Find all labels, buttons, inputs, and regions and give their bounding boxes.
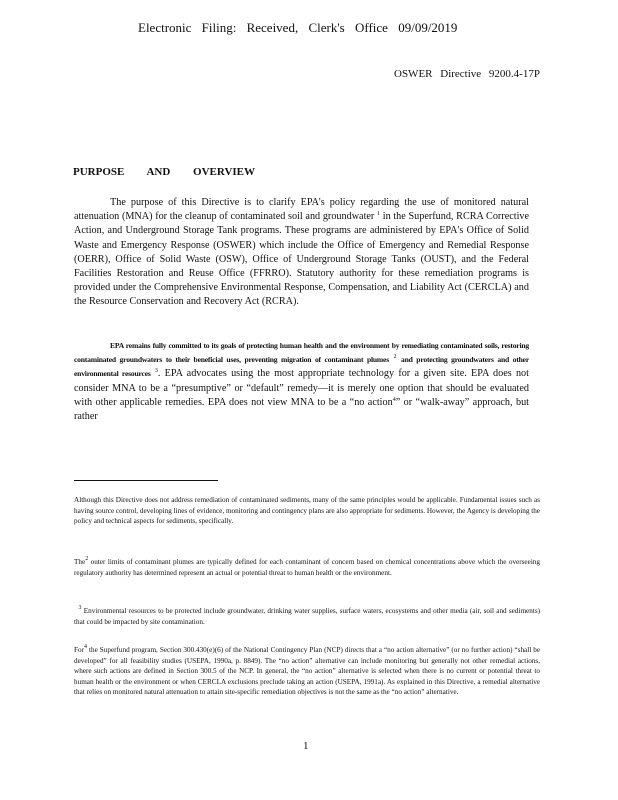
- footnote-1-text: Although this Directive does not address remediation of contaminated sediments, many of the same principles would be applicable. Fundamental issues such as having source control, developing lines of evidence, monitoring and contingency plans are also appropriate for sediments. However, the Agency is developing the policy and technical aspects for sediments, specifically.: [74, 496, 540, 526]
- purpose-text-2: in the Superfund, RCRA Corrective Action, and Underground Storage Tank programs. These programs are administered by EPA's Office of Solid Waste and Emergency Response (OSWER) which include the Office of Emergency and Remedial Response (OERR), Office of Solid Waste (OSW), Office of Underground Storage Tanks (OUST), and the Federal Facilities Restoration and Reuse Office (FFRRO). Statutory authority for these remediation programs is provided under the Comprehensive Environmental Response, Compensation, and Liability Act (CERCLA) and the Resource Conservation and Recovery Act (RCRA).: [74, 211, 530, 308]
- footnote-3-text: Environmental resources to be protected include groundwater, drinking water supplies, surface waters, ecosystems and other media (air, soil and sediments) that could be impacted by site contamination.: [74, 607, 541, 626]
- footnote-ref-4: 4: [392, 396, 396, 403]
- footnote-4-marker: 4: [84, 644, 87, 650]
- filing-stamp: Electronic Filing: Received, Clerk's Office 09/09/2019: [138, 20, 458, 35]
- commitment-text-3: . EPA advocates using the most appropriate technology for a given site. EPA does not consider MNA to be a “presumptive” or “default” remedy—it is merely one option that should be evaluated with other applicable remedies. EPA does not view MNA to be a “no action: [74, 368, 529, 408]
- footnote-ref-3: 3: [154, 368, 158, 375]
- footnote-4-text-b: the Superfund program, Section 300.430(e)(6) of the National Contingency Plan (NCP) directs that a “no action alternative” (or no further action) “shall be developed” for all feasibility studies (USEPA, 1990a, p. 8849). The “no action” alternative can include monitoring but generally not other remedial actions, where such actions are defined in Section 300.5 of the NCP. In general, the “no action” alternative is selected when there is no current or potential threat to human health or the environment or when CERCLA exclusions preclude taking an action (USEPA, 1991a). As explained in this Directive, a remedial alternative that relies on monitored natural attenuation to attain site-specific remediation objectives is not the same as the “no action” alternative.: [74, 646, 541, 697]
- footnote-2-text-b: outer limits of contaminant plumes are typically defined for each contaminant of concern based on chemical concentrations above which the overseeing regulatory authority has determined represent an actual or potential threat to human health or the environment.: [74, 558, 540, 577]
- footnote-ref-1: 1: [377, 211, 381, 218]
- footnote-4-text-a: For: [74, 646, 84, 654]
- directive-number: OSWER Directive 9200.4-17P: [394, 68, 540, 80]
- section-heading: PURPOSE AND OVERVIEW: [73, 166, 256, 178]
- footnote-2-text-a: The: [74, 558, 86, 566]
- footnote-2-marker: 2: [85, 556, 89, 562]
- commitment-text-4: ” or “walk-away” approach, but rather: [74, 396, 529, 423]
- footnote-4: [74, 645, 540, 698]
- footnote-1: [74, 495, 540, 527]
- footnote-separator: [74, 480, 218, 481]
- purpose-paragraph: [74, 196, 529, 310]
- footnote-2: [74, 557, 540, 578]
- commitment-paragraph: [74, 339, 529, 424]
- footnote-3-marker: 3: [78, 605, 82, 611]
- commitment-text-2: and protecting groundwaters and other environmental resources: [74, 355, 530, 379]
- purpose-text-1: The purpose of this Directive is to clarify EPA's policy regarding the use of monitored natural attenuation (MNA) for the cleanup of contaminated soil and groundwater: [74, 197, 529, 223]
- footnote-ref-2: 2: [393, 354, 397, 361]
- footnote-3: [74, 606, 540, 627]
- page-number: 1: [303, 740, 309, 752]
- commitment-text-1: EPA remains fully committed to its goals of protecting human health and the environment by remediating contaminated soils, restoring contaminated groundwaters to their beneficial uses, preventing migration of contaminant plumes: [74, 341, 529, 365]
